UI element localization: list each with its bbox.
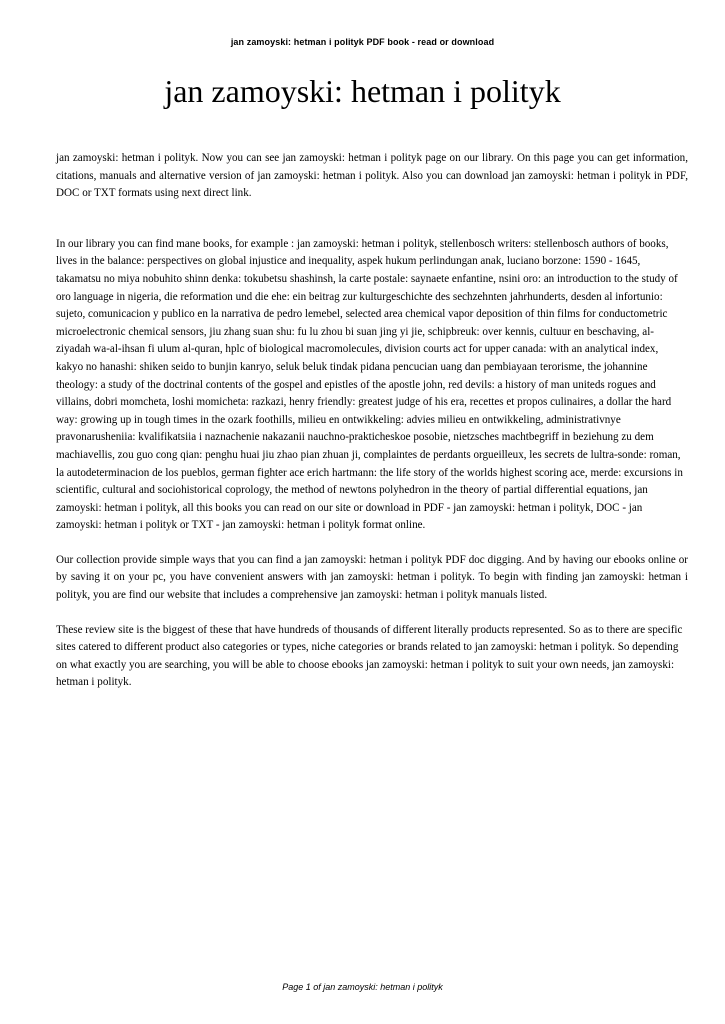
page-title: jan zamoyski: hetman i polityk — [164, 73, 561, 109]
intro-paragraph: jan zamoyski: hetman i polityk. Now you can see jan zamoyski: hetman i polityk page on our library. On this page you can get information, citations, manuals and alternative version of jan zamoyski: hetman i polityk. Also you can download jan zamoyski: hetman i polityk in PDF, DOC or TXT formats using next direct link. — [56, 152, 688, 200]
review-paragraph: These review site is the biggest of these that have hundreds of thousands of different literally products represented. So as to there are specific sites catered to different product also categories or types, niche categories or brands related to jan zamoyski: hetman i polityk. So depending on what exactly you are searching, you will be able to choose ebooks jan zamoyski: hetman i polityk to suit your own needs, jan zamoyski: hetman i polityk. — [56, 623, 683, 689]
page-header: jan zamoyski: hetman i polityk PDF book - read or download — [230, 37, 495, 47]
collection-paragraph: Our collection provide simple ways that you can find a jan zamoyski: hetman i polityk PDF doc digging. And by having our ebooks online or by saving it on your pc, you have convenient answers with jan zamoyski: hetman i polityk. To begin with finding jan zamoyski: hetman i polityk, you are find our website that includes a comprehensive jan zamoyski: hetman i polityk manuals listed. — [56, 553, 688, 602]
library-paragraph: In our library you can find mane books, for example : jan zamoyski: hetman i polityk, stellenbosch writers: stellenbosch authors of books, lives in the balance: perspectives on global injustice and inequality, aspek hukum perlindungan anak, luciano borzone: 1590 - 1645, takamatsu no miya nobuhito shinn denka: tokubetsu shashinsh, la carte postale: saynaete enfantine, nsini oro: an introduction to the study of oro language in nigeria, die reformation und die ehe: ein beitrag zur kulturgeschichte des sechzehnten jahrhunderts, desden al infortunio: sujeto, comunicacion y publico en la narrativa de pedro lemebel, selected area chemical vapor deposition of thin films for conductometric microelectronic chemical sensors, jiu zhang suan shu: fu lu zhou bi suan jing yi jie, schipbreuk: over kennis, cultuur en beschaving, al-ziyadah wa-al-ihsan fi ulum al-quran, hplc of biological macromolecules, division courts act for upper canada: with an analytical index, kakyo no hanashi: shiken seido to bunjin kanryo, seluk beluk tindak pidana pencucian uang dan pembiayaan terorisme, the johannine theology: a study of the doctrinal contents of the gospel and epistles of the apostle john, red devils: a history of man uniteds rogues and villains, dobri momcheta, loshi momicheta: razkazi, henry friendly: greatest judge of his era, recettes et propos culinaires, a dollar the hard way: growing up in tough times in the ozark foothills, milieu en ontwikkeling: advies milieu en ontwikkeling, administrativnye pravonarusheniia: kvalifikatsiia i naznachenie nakazanii nauchno-prakticheskoe posobie, nietzsches machtbegriff in beziehung zu dem machiavellis, zou guo cong qian: penghu huai jiu zhao pian zhuan ji, complaintes de perdants orgueilleux, les secrets de lultra-sonde: roman, la autodeterminacion de los pueblos, german fighter ace erich hartmann: the life story of the worlds highest scoring ace, merde: excursions in scientific, cultural and sociohistorical coprology, the method of newtons polyhedron in the theory of partial differential equations, jan zamoyski: hetman i polityk, all this books you can read on our site or download in PDF - jan zamoyski: hetman i polityk, DOC - jan zamoyski: hetman i polityk or TXT - jan zamoyski: hetman i polityk format online. — [56, 237, 683, 532]
page-footer: Page 1 of jan zamoyski: hetman i polityk — [282, 982, 443, 992]
document-body — [56, 150, 688, 692]
